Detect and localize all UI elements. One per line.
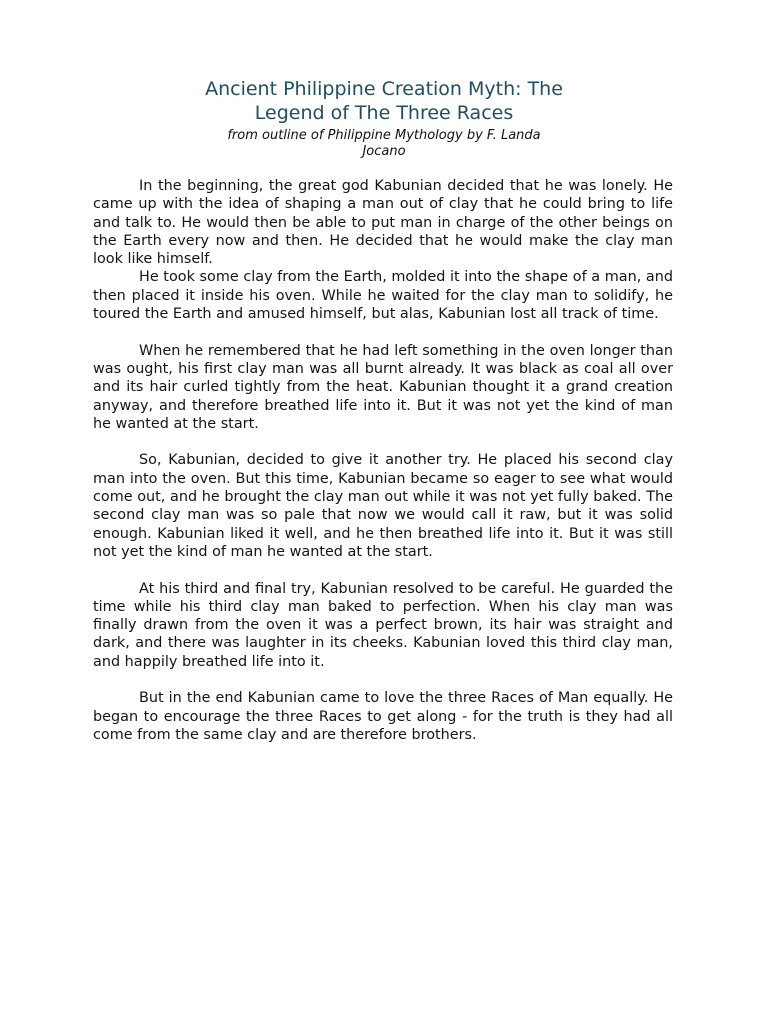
document-subtitle-line-2: Jocano <box>362 144 406 159</box>
body-paragraph-4: So, Kabunian, decided to give it another try. He placed his second clay man into the oven. But this time, Kabunian became so eager to see what would come out, and he brought the clay man out while it was not yet fully baked. The second clay man was so pale that now we would call it raw, but it was solid enough. Kabunian liked it well, and he then breathed life into it. But it was still not yet the kind of man he wanted at the start. <box>93 452 673 560</box>
document-title-line-2: Legend of The Three Races <box>254 102 514 124</box>
body-paragraph-1: In the beginning, the great god Kabunian decided that he was lonely. He came up with the idea of shaping a man out of clay that he could bring to life and talk to. He would then be able to put man in charge of the other beings on the Earth every now and then. He decided that he would make the clay man look like himself. <box>93 178 673 268</box>
document-subtitle-line-1: from outline of Philippine Mythology by F. Landa <box>227 128 541 143</box>
body-paragraph-6: But in the end Kabunian came to love the three Races of Man equally. He began to encourage the three Races to get along - for the truth is they had all come from the same clay and are therefore brothers. <box>93 690 673 743</box>
document-title-line-1: Ancient Philippine Creation Myth: The <box>205 78 563 100</box>
body-paragraph-2: He took some clay from the Earth, molded it into the shape of a man, and then placed it inside his oven. While he waited for the clay man to solidify, he toured the Earth and amused himself, but alas, Kabunian lost all track of time. <box>93 269 673 323</box>
body-paragraph-3: When he remembered that he had left something in the oven longer than was ought, his first clay man was all burnt already. It was black as coal all over and its hair curled tightly from the heat. Kabunian thought it a grand creation anyway, and therefore breathed life into it. But it was not yet the kind of man he wanted at the start. <box>93 342 673 432</box>
body-paragraph-5: At his third and final try, Kabunian resolved to be careful. He guarded the time while his third clay man baked to perfection. When his clay man was finally drawn from the oven it was a perfect brown, its hair was straight and dark, and there was laughter in its cheeks. Kabunian loved this third clay man, and happily breathed life into it. <box>93 580 673 670</box>
document-body <box>93 177 673 744</box>
document-subtitle <box>190 128 578 160</box>
document-title <box>60 77 708 125</box>
